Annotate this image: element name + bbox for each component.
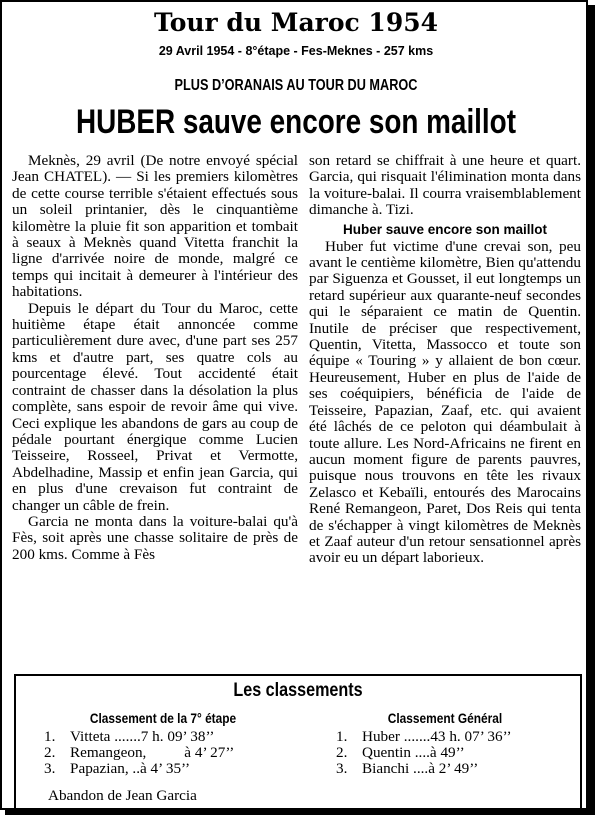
article-paragraph: Garcia ne monta dans la voiture-balai qu'à Fès, soit après une chasse solitaire de près de 200 kms. Comme à Fès <box>12 512 298 563</box>
article-column-right <box>309 153 581 567</box>
ranking-row <box>320 745 570 761</box>
rank-number: 2. <box>44 744 56 761</box>
stage-ranking-heading: Classement de la 7° étape <box>89 710 237 726</box>
abandon-note: Abandon de Jean Garcia <box>48 787 197 804</box>
article-column-left <box>12 153 298 563</box>
rank-entry: Remangeon, à 4’ 27’’ <box>70 744 235 761</box>
article-paragraph: Meknès, 29 avril (De notre envoyé spécial Jean CHATEL). — Si les premiers kilomètres de cette course terrible s'étaient effectués sous un soleil printanier, dès le cinquantième kilomètre la pluie fit son apparition et tombait à seaux à Meknès quand Vitetta franchit la ligne d'arrivée noire de monde, malgré ce temps qui incitait à demeurer à l'intérieur des habitations. <box>12 152 298 301</box>
classements-box <box>14 674 582 810</box>
ranking-row <box>28 729 298 745</box>
ranking-row <box>320 761 570 777</box>
rank-number: 1. <box>44 728 56 745</box>
ranking-row <box>28 761 298 777</box>
rank-entry: Huber .......43 h. 07’ 36’’ <box>362 728 512 745</box>
rank-entry: Vitteta .......7 h. 09’ 38’’ <box>70 728 215 745</box>
rank-entry: Bianchi ....à 2’ 49’’ <box>362 760 479 777</box>
rank-number: 3. <box>44 760 56 777</box>
rank-number: 3. <box>336 760 348 777</box>
article-headline: HUBER sauve encore son maillot <box>75 103 517 141</box>
general-ranking-heading: Classement Général <box>387 710 503 726</box>
article-subheading: Huber sauve encore son maillot <box>342 221 548 237</box>
ranking-row <box>28 745 298 761</box>
page-subtitle: 29 Avril 1954 - 8°étape - Fes-Meknes - 257 kms <box>158 44 434 58</box>
article-paragraph: son retard se chiffrait à une heure et quart. Garcia, qui risquait l'élimination monta dans la voiture-balai. Il courra vraisemblablement dimanche à. Tizi. <box>309 152 581 219</box>
page-title: Tour du Maroc 1954 <box>153 8 439 37</box>
rank-entry: Papazian, ..à 4’ 35’’ <box>70 760 191 777</box>
rank-entry: Quentin ....à 49’’ <box>362 744 465 761</box>
page-shadow-bottom <box>5 810 595 815</box>
page-shadow-right <box>588 5 595 815</box>
article-paragraph: Huber fut victime d'une crevai son, peu avant le centième kilomètre, Bien qu'attendu par Siguenza et Gousset, il eut longtemps un retard supérieur aux quarante-neuf secondes qui le séparaient ce matin de Quentin. Inutile de préciser que respectivement, Quentin, Vitetta, Massocco et toute son équipe « Touring » y allaient de bon cœur. Heureusement, Huber en plus de l'aide de ses coéquipiers, bénéficia de l'aide de Teisseire, Papazian, Zaaf, etc. qui avaient été lâchés de ce peloton qui déambulait à toute allure. Les Nord-Africains ne firent en aucun moment figure de parents pauvres, puisque nous trouvons en tête les rivaux Zelasco et Kebaïli, entourés des Marocains René Remangeon, Paret, Dos Reis qui tenta de s'échapper à vingt kilomètres de Meknès et Zaaf auteur d'un retour sensationnel après avoir eu un départ laborieux. <box>309 237 581 567</box>
general-ranking <box>320 710 570 777</box>
rank-number: 1. <box>336 728 348 745</box>
classements-title: Les classements <box>233 680 363 701</box>
rank-number: 2. <box>336 744 348 761</box>
article-paragraph: Depuis le départ du Tour du Maroc, cette huitième étape était annoncée comme particulièrement dure avec, d'une part ses 257 kms et d'autre part, ses quatre cols au pourcentage élevé. Tout accidenté était contraint de chasser dans la désolation la plus complète, sans espoir de revoir âme qui vive. Ceci explique les abandons de gars au coup de pédale pourtant énergique comme Lucien Teisseire, Rosseel, Privat et Vermotte, Abdelhadine, Massip et enfin jean Garcia, qui en plus d'une crevaison fut contraint de changer un câble de frein. <box>12 299 298 514</box>
article-kicker: PLUS D’ORANAIS AU TOUR DU MAROC <box>174 77 418 94</box>
ranking-row <box>320 729 570 745</box>
stage-ranking <box>28 710 298 777</box>
